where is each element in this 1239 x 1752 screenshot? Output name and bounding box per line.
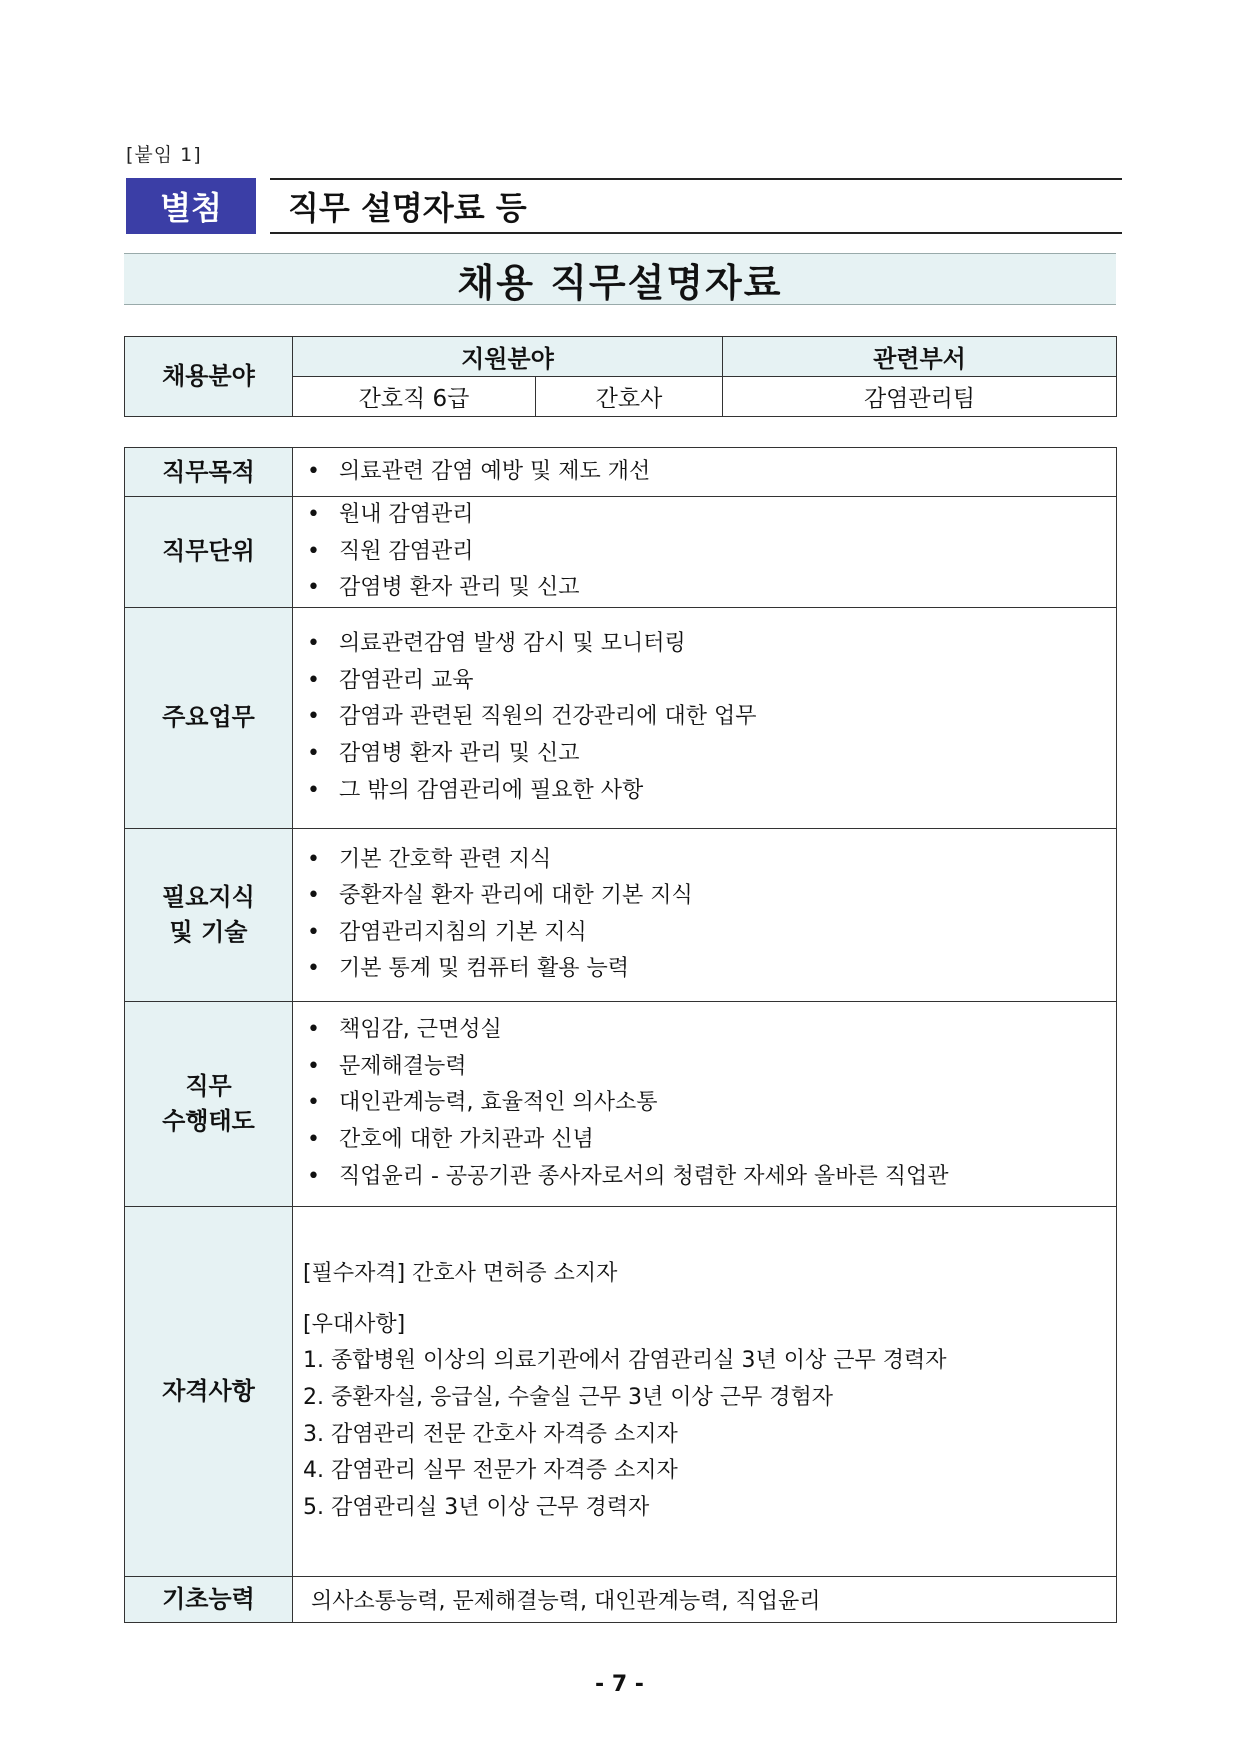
purpose-label: 직무목적 xyxy=(125,448,293,497)
preferred-title: [우대사항] xyxy=(303,1311,406,1337)
job-grade: 간호직 6급 xyxy=(293,377,536,417)
list-item: • 대인관계능력, 효율적인 의사소통 xyxy=(305,1085,1106,1122)
list-item: • 문제해결능력 xyxy=(305,1049,1106,1086)
list-item: • 간호에 대한 가치관과 신념 xyxy=(305,1122,1106,1159)
appendix-badge: 별첨 xyxy=(126,178,256,234)
list-item: • 감염관리 교육 xyxy=(305,663,1106,700)
list-item: • 감염병 환자 관리 및 신고 xyxy=(305,736,1106,773)
related-dept-header: 관련부서 xyxy=(723,337,1117,377)
section-header xyxy=(126,178,1122,234)
apply-field-header: 지원분야 xyxy=(293,337,723,377)
unit-content xyxy=(293,497,1117,608)
list-item: 3. 감염관리 전문 간호사 자격증 소지자 xyxy=(303,1421,678,1447)
list-item: • 기본 통계 및 컴퓨터 활용 능력 xyxy=(305,951,1106,988)
department: 감염관리팀 xyxy=(723,377,1117,417)
list-item: • 의료관련 감염 예방 및 제도 개선 xyxy=(305,454,1106,491)
attitude-label: 직무 수행태도 xyxy=(125,1001,293,1206)
required-qualification: [필수자격] 간호사 면허증 소지자 xyxy=(303,1261,618,1287)
purpose-content xyxy=(293,448,1117,497)
recruit-field-table xyxy=(124,336,1117,417)
qualification-content xyxy=(293,1206,1117,1576)
list-item: • 직업윤리 - 공공기관 종사자로서의 청렴한 자세와 올바른 직업관 xyxy=(305,1159,1106,1196)
section-title: 직무 설명자료 등 xyxy=(270,178,1122,234)
qualification-label: 자격사항 xyxy=(125,1206,293,1576)
list-item: • 직원 감염관리 xyxy=(305,534,1106,571)
basic-ability-label: 기초능력 xyxy=(125,1576,293,1622)
attitude-content xyxy=(293,1001,1117,1206)
list-item: • 감염관리지침의 기본 지식 xyxy=(305,915,1106,952)
list-item: • 감염병 환자 관리 및 신고 xyxy=(305,570,1106,607)
list-item: 2. 중환자실, 응급실, 수술실 근무 3년 이상 근무 경험자 xyxy=(303,1384,833,1410)
document-title: 채용 직무설명자료 xyxy=(124,253,1116,305)
basic-ability-content: 의사소통능력, 문제해결능력, 대인관계능력, 직업윤리 xyxy=(293,1576,1117,1622)
list-item: • 원내 감염관리 xyxy=(305,497,1106,534)
duties-content xyxy=(293,607,1117,828)
list-item: • 그 밖의 감염관리에 필요한 사항 xyxy=(305,773,1106,810)
knowledge-label: 필요지식 및 기술 xyxy=(125,828,293,1001)
job-title: 간호사 xyxy=(536,377,723,417)
unit-label: 직무단위 xyxy=(125,497,293,608)
recruit-field-label: 채용분야 xyxy=(125,337,293,417)
list-item: 1. 종합병원 이상의 의료기관에서 감염관리실 3년 이상 근무 경력자 xyxy=(303,1348,947,1374)
job-description-table xyxy=(124,447,1117,1623)
list-item: 5. 감염관리실 3년 이상 근무 경력자 xyxy=(303,1494,650,1520)
list-item: • 책임감, 근면성실 xyxy=(305,1012,1106,1049)
page-number: - 7 - xyxy=(595,1672,644,1697)
list-item: • 의료관련감염 발생 감시 및 모니터링 xyxy=(305,626,1106,663)
knowledge-content xyxy=(293,828,1117,1001)
list-item: • 감염과 관련된 직원의 건강관리에 대한 업무 xyxy=(305,699,1106,736)
list-item: • 중환자실 환자 관리에 대한 기본 지식 xyxy=(305,878,1106,915)
duties-label: 주요업무 xyxy=(125,607,293,828)
list-item: 4. 감염관리 실무 전문가 자격증 소지자 xyxy=(303,1458,678,1484)
list-item: • 기본 간호학 관련 지식 xyxy=(305,842,1106,879)
attachment-label: [붙임 1] xyxy=(126,144,202,166)
